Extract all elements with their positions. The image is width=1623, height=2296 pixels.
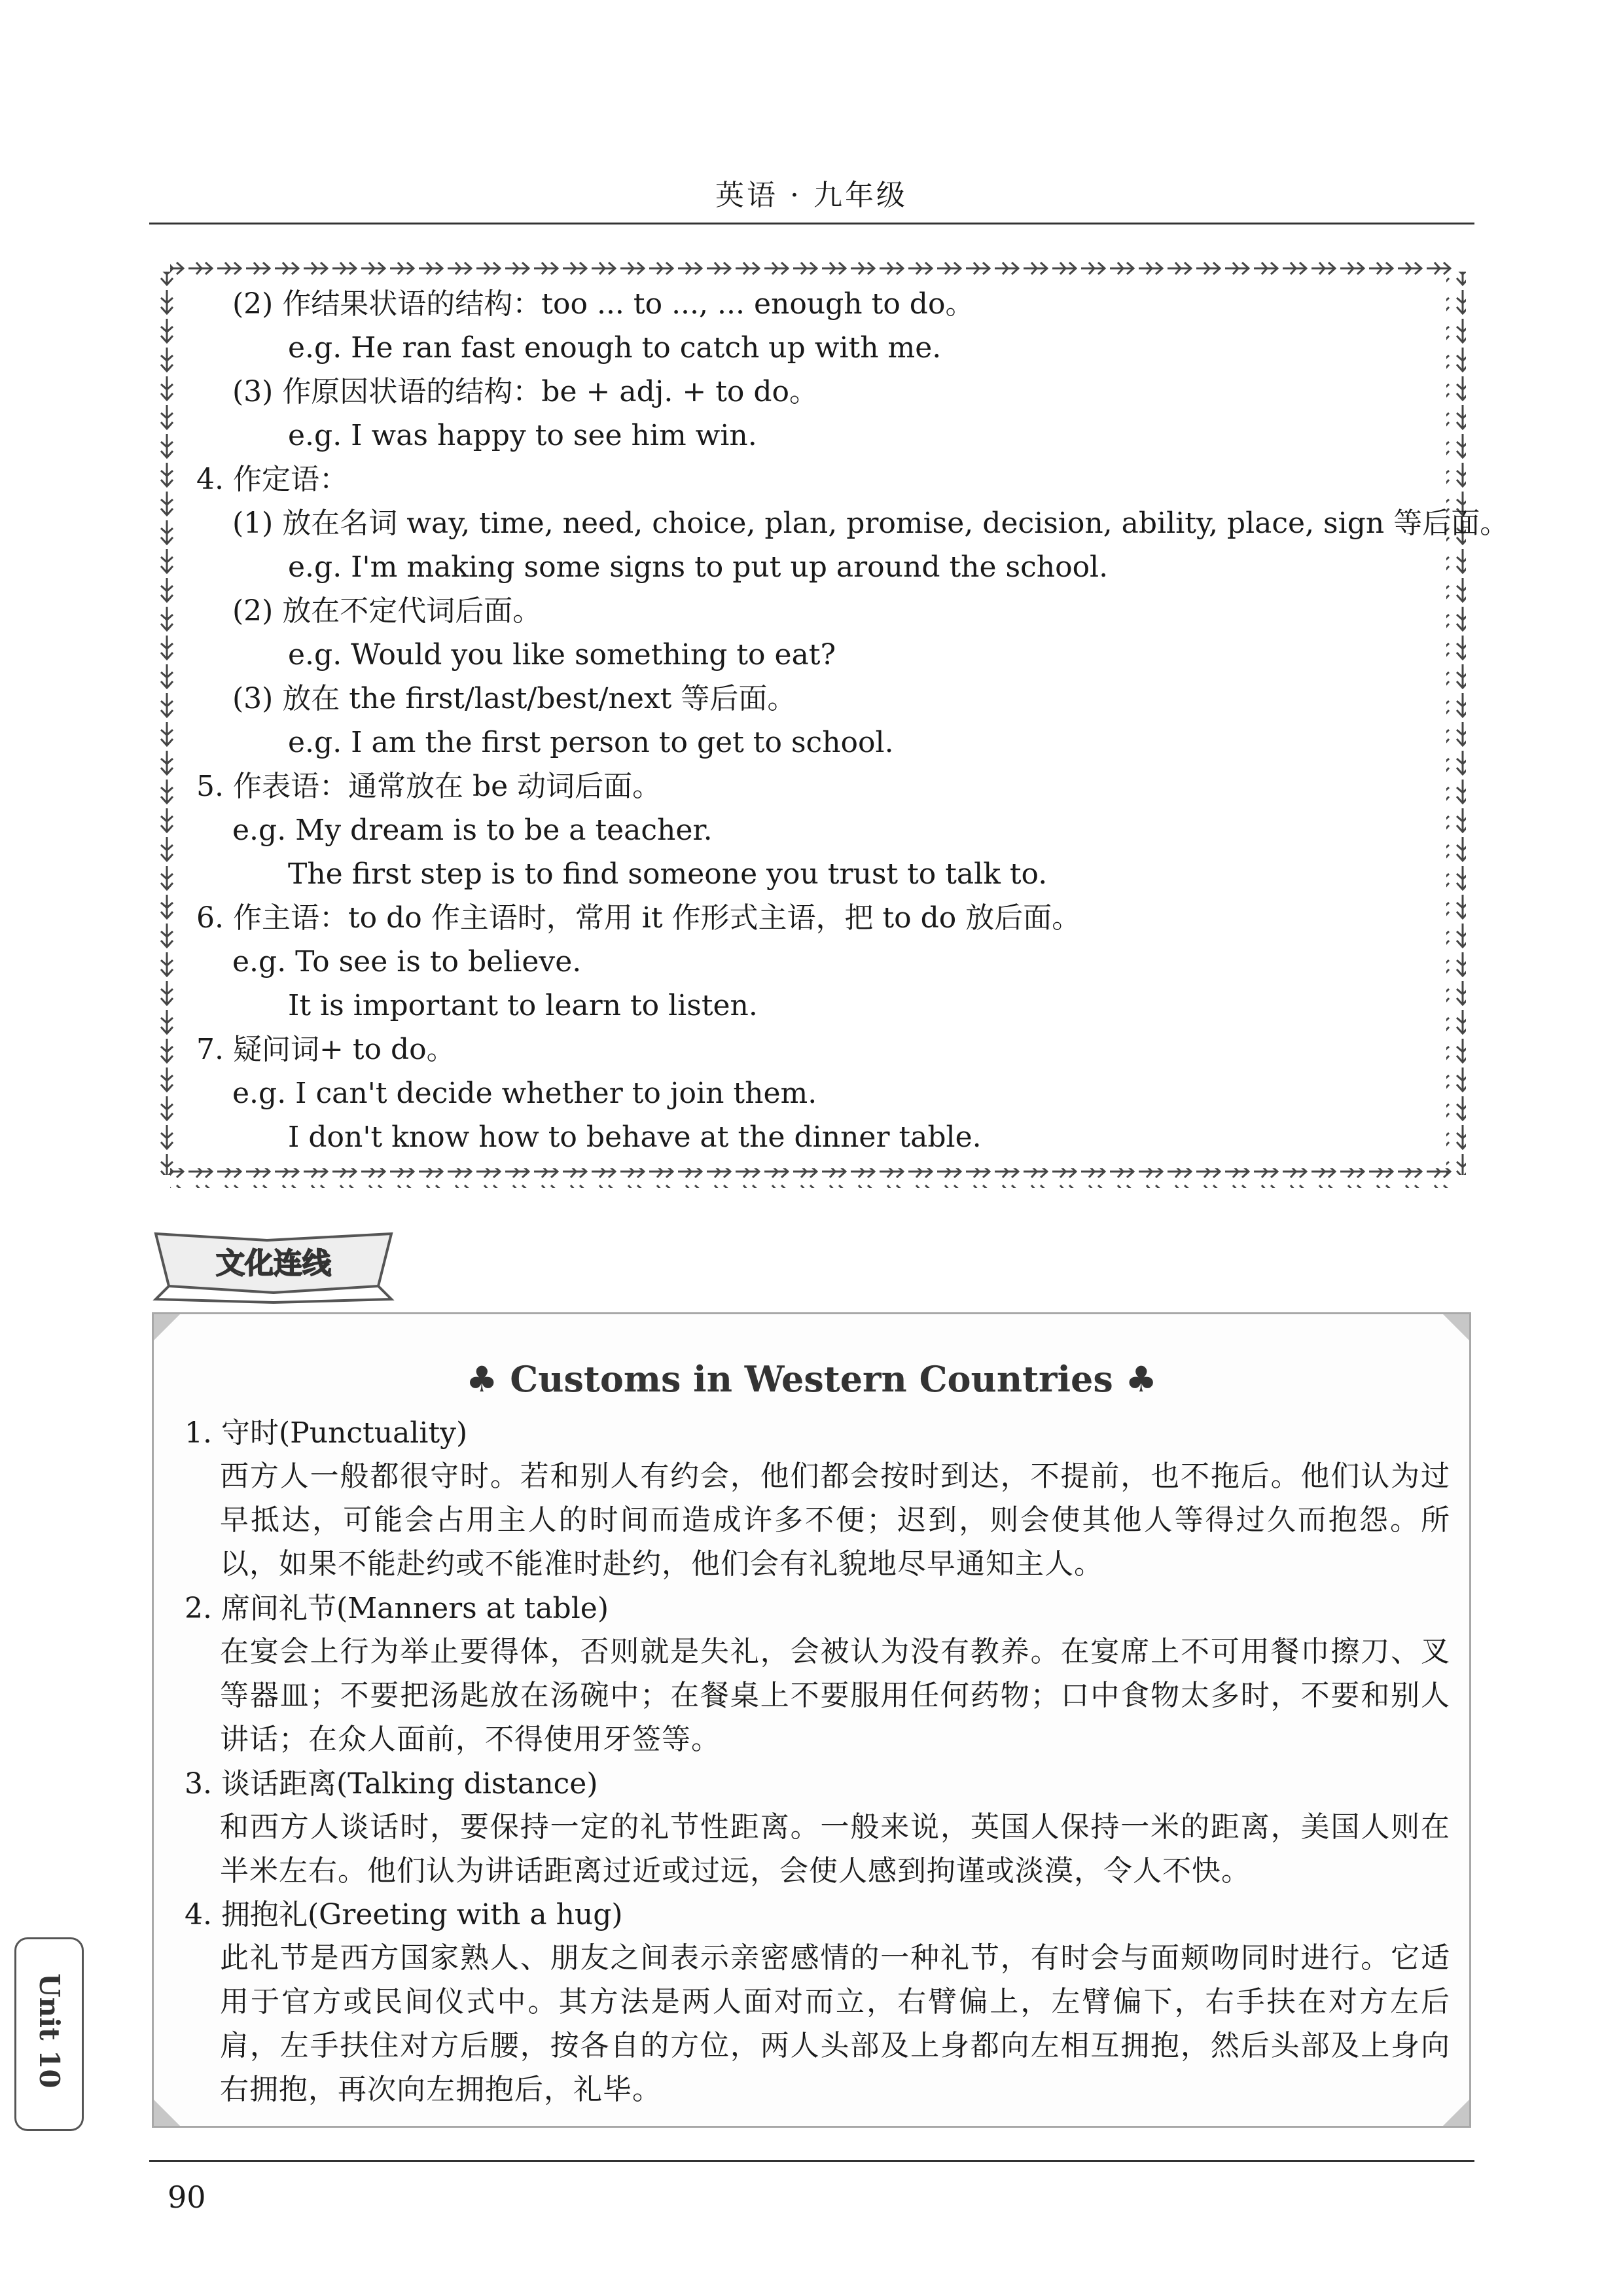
culture-item-heading: 3. 谈话距离(Talking distance) <box>185 1767 598 1801</box>
unit-tab-label: Unit 10 <box>33 1973 65 2089</box>
grammar-example: e.g. Would you like something to eat? <box>288 638 836 672</box>
open-book-icon <box>149 1221 398 1306</box>
culture-item-text: 此礼节是西方国家熟人、朋友之间表示亲密感情的一种礼节，有时会与面颊吻同时进行。它适用于官方或民间仪式中。其方法是两人面对而立，右臂偏上，左臂偏下，右手扶在对方左后肩，左手扶住对方后腰，按各自的方位，两人头部及上身都向左相互拥抱，然后头部及上身向右拥抱，再次向左拥抱后，礼毕。 <box>220 1941 1450 2106</box>
grammar-line: (2) 放在不定代词后面。 <box>232 594 542 628</box>
grammar-heading: 7. 疑问词+ to do。 <box>196 1033 455 1066</box>
grammar-example: e.g. To see is to believe. <box>232 945 582 978</box>
grammar-line: (3) 放在 the first/last/best/next 等后面。 <box>232 682 796 715</box>
culture-item-text: 西方人一般都很守时。若和别人有约会，他们都会按时到达，不提前，也不拖后。他们认为过早抵达，可能会占用主人的时间而造成许多不便；迟到，则会使其他人等得过久而抱怨。所以，如果不能赴约或不能准时赴约，他们会有礼貌地尽早通知主人。 <box>220 1460 1450 1581</box>
grammar-example: e.g. He ran fast enough to catch up with me. <box>288 331 942 365</box>
page-number: 90 <box>168 2179 206 2215</box>
grammar-example: It is important to learn to listen. <box>288 989 758 1022</box>
culture-item-heading: 4. 拥抱礼(Greeting with a hug) <box>185 1898 623 1931</box>
grammar-example: e.g. I was happy to see him win. <box>288 419 757 452</box>
grammar-example: I don't know how to behave at the dinner table. <box>288 1121 982 1154</box>
banner-label: 文化连线 <box>216 1247 331 1280</box>
grammar-line: (2) 作结果状语的结构：too ... to ..., ... enough to do。 <box>232 287 974 321</box>
culture-title: ♣ Customs in Western Countries ♣ <box>466 1358 1157 1400</box>
culture-item-heading: 2. 席间礼节(Manners at table) <box>185 1592 609 1625</box>
culture-item-text: 和西方人谈话时，要保持一定的礼节性距离。一般来说，英国人保持一米的距离，美国人则在半米左右。他们认为讲话距离过近或过远，会使人感到拘谨或淡漠，令人不快。 <box>220 1810 1450 1888</box>
culture-banner <box>149 1221 398 1308</box>
grammar-example: e.g. I am the first person to get to school. <box>288 726 894 759</box>
grammar-example: e.g. I can't decide whether to join them. <box>232 1077 817 1110</box>
grammar-heading: 5. 作表语：通常放在 be 动词后面。 <box>196 770 662 803</box>
footer-divider <box>149 2160 1474 2162</box>
grammar-line: (3) 作原因状语的结构：be + adj. + to do。 <box>232 375 819 408</box>
grammar-heading: 6. 作主语：to do 作主语时，常用 it 作形式主语，把 to do 放后面。 <box>196 901 1081 935</box>
header-divider <box>149 223 1474 224</box>
grammar-example: e.g. My dream is to be a teacher. <box>232 814 713 847</box>
page-header-title: 英语 · 九年级 <box>715 179 908 212</box>
grammar-example: The first step is to find someone you trust to talk to. <box>288 857 1048 891</box>
grammar-line: (1) 放在名词 way, time, need, choice, plan, promise, decision, ability, place, sign 等后面。 <box>232 507 1509 540</box>
grammar-example: e.g. I'm making some signs to put up around the school. <box>288 550 1109 584</box>
culture-item-heading: 1. 守时(Punctuality) <box>185 1416 468 1450</box>
culture-item-text: 在宴会上行为举止要得体，否则就是失礼，会被认为没有教养。在宴席上不可用餐巾擦刀、叉等器皿；不要把汤匙放在汤碗中；在餐桌上不要服用任何药物；口中食物太多时，不要和别人讲话；在众人面前，不得使用牙签等。 <box>220 1635 1450 1756</box>
grammar-heading: 4. 作定语： <box>196 463 348 496</box>
